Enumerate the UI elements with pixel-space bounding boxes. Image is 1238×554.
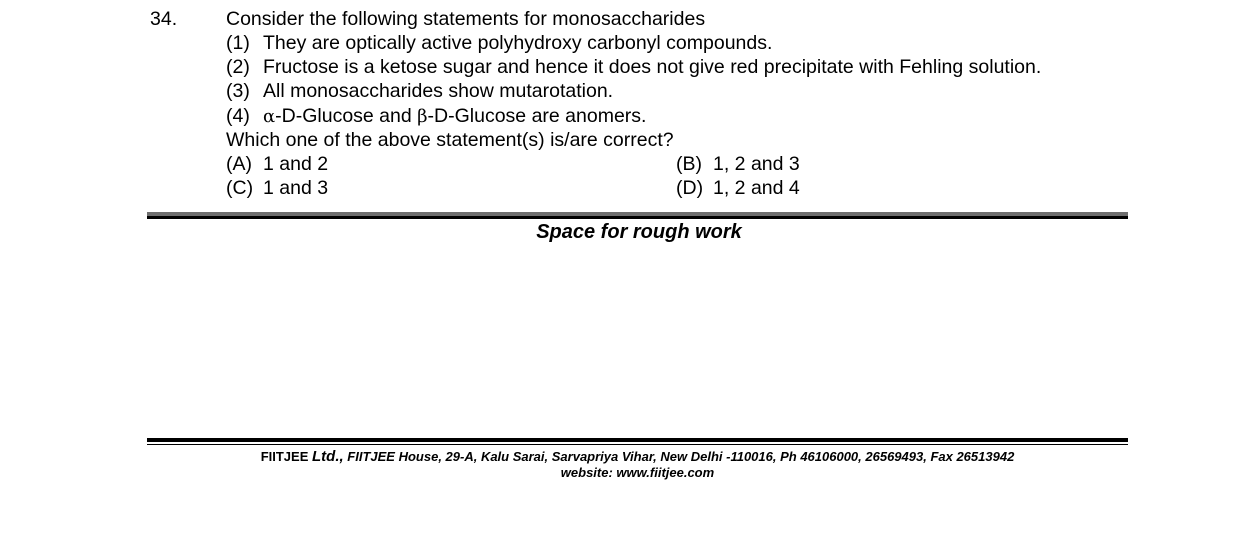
statement-1 <box>226 31 772 55</box>
option-text: 1 and 3 <box>263 177 329 199</box>
footer-brand: FIITJEE <box>260 449 309 464</box>
footer-address: FIITJEE House, 29-A, Kalu Sarai, Sarvapriya Vihar, New Delhi -110016, Ph 46106000, 26569493, Fax 26513942 <box>347 449 1015 464</box>
statement-label: (3) <box>226 80 250 102</box>
divider-upper-black <box>147 216 1128 219</box>
divider-lower-thick <box>147 438 1128 442</box>
option-c <box>226 176 328 200</box>
question-number: 34. <box>150 8 178 30</box>
option-a <box>226 152 328 176</box>
rough-work-heading: Space for rough work <box>536 221 742 243</box>
statement-3 <box>226 79 613 103</box>
option-label: (A) <box>226 153 252 175</box>
statement-label: (1) <box>226 32 250 54</box>
option-label: (D) <box>676 177 704 199</box>
option-text: 1 and 2 <box>263 153 329 175</box>
footer-website: website: www.fiitjee.com <box>560 465 715 480</box>
statement-text-a: -D-Glucose and <box>275 105 418 127</box>
statement-text: All monosaccharides show mutarotation. <box>263 80 614 102</box>
statement-4 <box>226 104 646 129</box>
option-text: 1, 2 and 3 <box>713 153 800 175</box>
statement-label: (4) <box>226 105 250 127</box>
statement-text-b: -D-Glucose are anomers. <box>427 105 647 127</box>
question-prompt: Which one of the above statement(s) is/are correct? <box>226 129 674 151</box>
beta-symbol: β <box>417 106 428 127</box>
option-label: (C) <box>226 177 254 199</box>
option-d <box>676 176 800 200</box>
divider-lower-thin <box>147 444 1128 445</box>
statement-text: Fructose is a ketose sugar and hence it does not give red precipitate with Fehling solution. <box>263 56 1042 78</box>
statement-text: They are optically active polyhydroxy carbonyl compounds. <box>263 32 773 54</box>
question-stem: Consider the following statements for monosaccharides <box>226 8 706 30</box>
footer-address-line <box>0 449 1238 465</box>
statement-2 <box>226 55 1041 79</box>
option-label: (B) <box>676 153 702 175</box>
statement-label: (2) <box>226 56 250 78</box>
option-b <box>676 152 800 176</box>
alpha-symbol: α <box>263 106 276 127</box>
option-text: 1, 2 and 4 <box>713 177 800 199</box>
footer-ltd: Ltd., <box>312 448 344 465</box>
